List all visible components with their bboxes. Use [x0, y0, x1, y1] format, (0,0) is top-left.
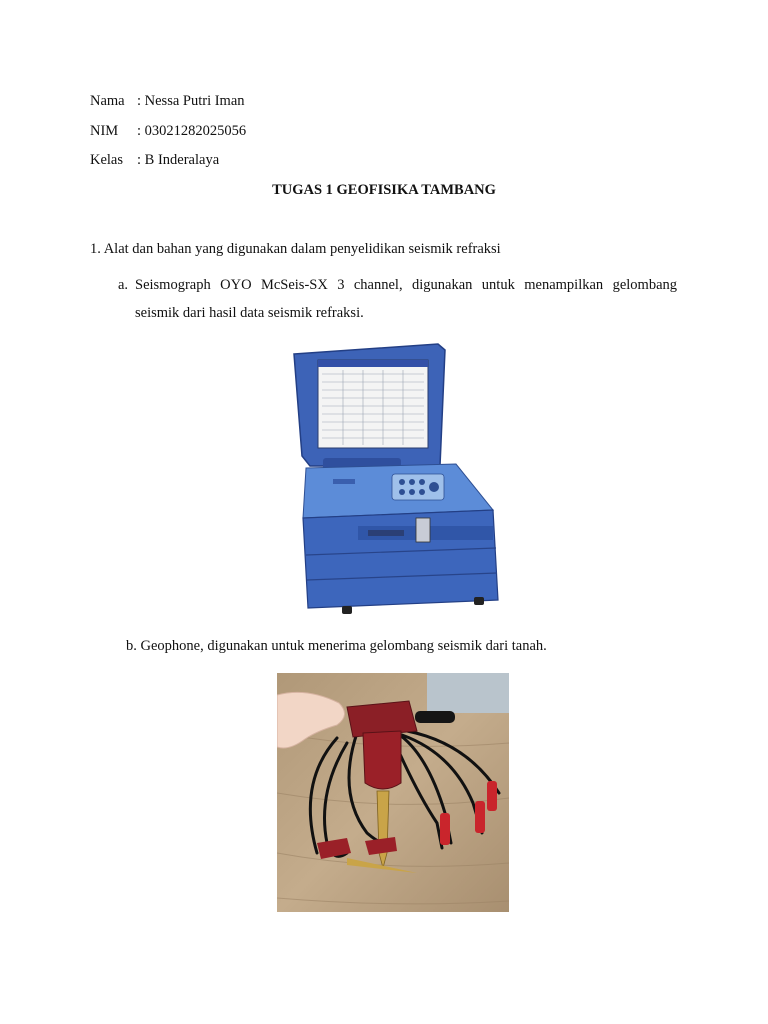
name-value: : Nessa Putri Iman: [137, 93, 245, 109]
nim-row: [90, 122, 246, 140]
item-b-text: b. Geophone, digunakan untuk menerima gelombang seismik dari tanah.: [126, 638, 547, 654]
name-label: Nama: [90, 93, 125, 109]
item-a-marker: a.: [118, 277, 129, 293]
class-label: Kelas: [90, 152, 124, 168]
geophone-image: [277, 673, 509, 912]
nim-value: : 03021282025056: [137, 123, 247, 139]
nim-label: NIM: [90, 123, 119, 139]
item-a-text: Seismograph OYO McSeis-SX 3 channel, digunakan untuk menampilkan gelombang seismik dari hasil data seismik refraksi.: [135, 277, 677, 321]
name-row: [90, 92, 245, 110]
class-value: : B Inderalaya: [137, 152, 220, 168]
question-1: 1. Alat dan bahan yang digunakan dalam penyelidikan seismik refraksi: [90, 241, 501, 257]
seismograph-image: [288, 340, 503, 617]
class-row: [90, 151, 219, 169]
page-title: TUGAS 1 GEOFISIKA TAMBANG: [272, 182, 496, 198]
